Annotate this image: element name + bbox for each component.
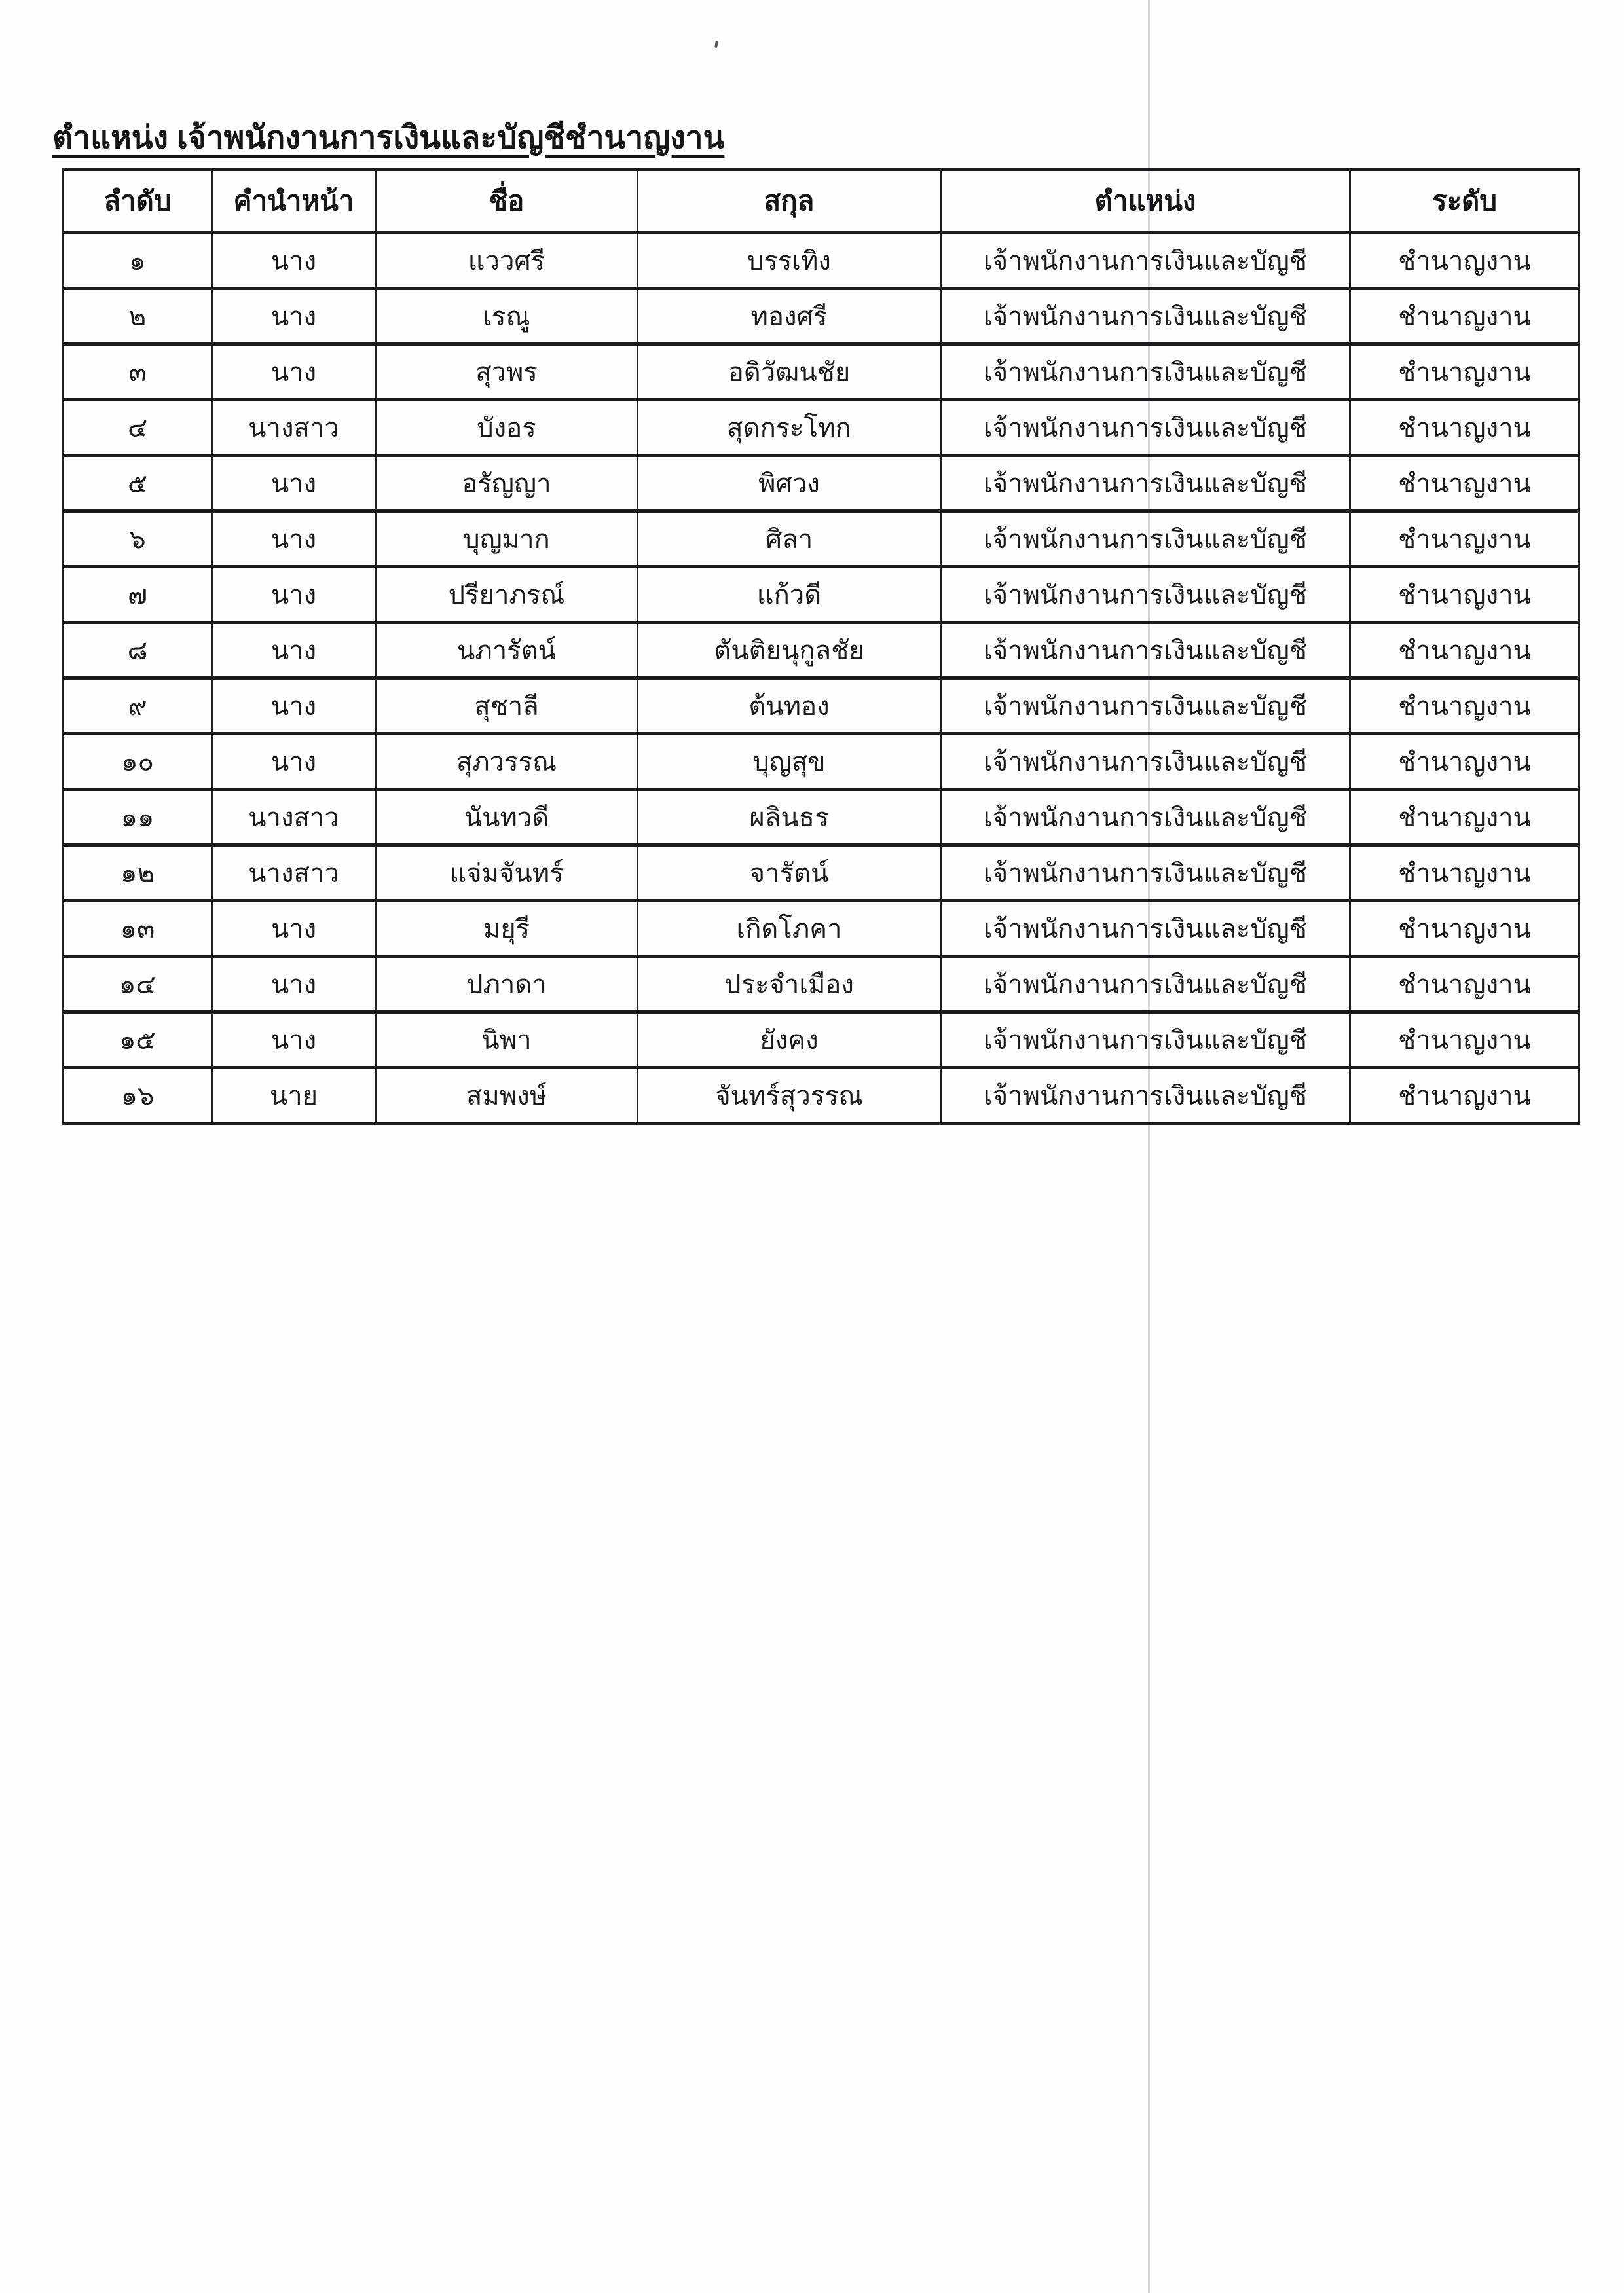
cell: ๑๐ [64, 734, 212, 790]
cell: บุญมาก [376, 511, 638, 567]
table-row [64, 678, 1579, 734]
cell: ๔ [64, 400, 212, 456]
cell: เจ้าพนักงานการเงินและบัญชี [941, 1068, 1350, 1124]
cell: ชำนาญงาน [1350, 790, 1579, 845]
cell: แจ่มจันทร์ [376, 845, 638, 901]
table-row [64, 957, 1579, 1012]
table-header-row [64, 170, 1579, 233]
cell: เจ้าพนักงานการเงินและบัญชี [941, 623, 1350, 678]
cell: นาง [212, 957, 376, 1012]
table-row [64, 344, 1579, 400]
table-row [64, 734, 1579, 790]
cell: สุดกระโทก [638, 400, 941, 456]
cell: นาง [212, 456, 376, 511]
cell: ๗ [64, 567, 212, 623]
cell: ชำนาญงาน [1350, 1012, 1579, 1068]
cell: สุวพร [376, 344, 638, 400]
cell: ๓ [64, 344, 212, 400]
table-row [64, 1068, 1579, 1124]
cell: ๘ [64, 623, 212, 678]
table-row [64, 1012, 1579, 1068]
cell: ชำนาญงาน [1350, 734, 1579, 790]
table-row [64, 511, 1579, 567]
cell: เจ้าพนักงานการเงินและบัญชี [941, 344, 1350, 400]
cell: ตันติยนุกูลชัย [638, 623, 941, 678]
cell: บรรเทิง [638, 233, 941, 289]
cell: นางสาว [212, 400, 376, 456]
table-row [64, 901, 1579, 957]
cell: ปรียาภรณ์ [376, 567, 638, 623]
cell: เจ้าพนักงานการเงินและบัญชี [941, 901, 1350, 957]
cell: นาง [212, 511, 376, 567]
table-row [64, 233, 1579, 289]
cell: ยังคง [638, 1012, 941, 1068]
column-header-5: ระดับ [1350, 170, 1579, 233]
cell: เจ้าพนักงานการเงินและบัญชี [941, 845, 1350, 901]
cell: สุชาลี [376, 678, 638, 734]
cell: เจ้าพนักงานการเงินและบัญชี [941, 734, 1350, 790]
cell: นาง [212, 567, 376, 623]
cell: นภารัตน์ [376, 623, 638, 678]
cell: ๕ [64, 456, 212, 511]
page-title: ตำแหน่ง เจ้าพนักงานการเงินและบัญชีชำนาญงาน [52, 120, 725, 155]
column-header-3: สกุล [638, 170, 941, 233]
cell: ชำนาญงาน [1350, 511, 1579, 567]
cell: ศิลา [638, 511, 941, 567]
cell: ๙ [64, 678, 212, 734]
cell: เจ้าพนักงานการเงินและบัญชี [941, 1012, 1350, 1068]
cell: นาง [212, 901, 376, 957]
cell: เจ้าพนักงานการเงินและบัญชี [941, 400, 1350, 456]
cell: เจ้าพนักงานการเงินและบัญชี [941, 289, 1350, 344]
cell: เจ้าพนักงานการเงินและบัญชี [941, 957, 1350, 1012]
table-row [64, 289, 1579, 344]
table-body [64, 233, 1579, 1124]
cell: นาง [212, 1012, 376, 1068]
cell: จันทร์สุวรรณ [638, 1068, 941, 1124]
table-row [64, 845, 1579, 901]
cell: นิพา [376, 1012, 638, 1068]
cell: ปภาดา [376, 957, 638, 1012]
cell: นาง [212, 678, 376, 734]
cell: ทองศรี [638, 289, 941, 344]
cell: อดิวัฒนชัย [638, 344, 941, 400]
cell: ผลินธร [638, 790, 941, 845]
cell: เรณู [376, 289, 638, 344]
cell: ๑๖ [64, 1068, 212, 1124]
cell: จารัตน์ [638, 845, 941, 901]
cell: นันทวดี [376, 790, 638, 845]
column-header-1: คำนำหน้า [212, 170, 376, 233]
cell: นาง [212, 233, 376, 289]
cell: นาง [212, 623, 376, 678]
cell: ประจำเมือง [638, 957, 941, 1012]
cell: ชำนาญงาน [1350, 1068, 1579, 1124]
cell: ชำนาญงาน [1350, 678, 1579, 734]
cell: ชำนาญงาน [1350, 400, 1579, 456]
cell: บังอร [376, 400, 638, 456]
cell: ต้นทอง [638, 678, 941, 734]
cell: ชำนาญงาน [1350, 344, 1579, 400]
cell: สุภวรรณ [376, 734, 638, 790]
column-header-0: ลำดับ [64, 170, 212, 233]
cell: ชำนาญงาน [1350, 845, 1579, 901]
cell: อรัญญา [376, 456, 638, 511]
cell: แก้วดี [638, 567, 941, 623]
table-row [64, 623, 1579, 678]
cell: นาง [212, 734, 376, 790]
cell: ๑๕ [64, 1012, 212, 1068]
cell: ชำนาญงาน [1350, 901, 1579, 957]
scan-speck-artifact [714, 41, 718, 48]
cell: นาย [212, 1068, 376, 1124]
cell: ๖ [64, 511, 212, 567]
cell: ๑๔ [64, 957, 212, 1012]
cell: แววศรี [376, 233, 638, 289]
table-row [64, 400, 1579, 456]
table-row [64, 790, 1579, 845]
cell: ๑๒ [64, 845, 212, 901]
cell: ๒ [64, 289, 212, 344]
cell: นางสาว [212, 845, 376, 901]
cell: นางสาว [212, 790, 376, 845]
cell: พิศวง [638, 456, 941, 511]
column-header-4: ตำแหน่ง [941, 170, 1350, 233]
cell: เจ้าพนักงานการเงินและบัญชี [941, 790, 1350, 845]
cell: ชำนาญงาน [1350, 957, 1579, 1012]
cell: เจ้าพนักงานการเงินและบัญชี [941, 678, 1350, 734]
cell: เจ้าพนักงานการเงินและบัญชี [941, 511, 1350, 567]
table-row [64, 567, 1579, 623]
table-row [64, 456, 1579, 511]
personnel-table [62, 168, 1580, 1125]
cell: ชำนาญงาน [1350, 233, 1579, 289]
cell: นาง [212, 344, 376, 400]
cell: ๑๓ [64, 901, 212, 957]
cell: ๑ [64, 233, 212, 289]
cell: ชำนาญงาน [1350, 567, 1579, 623]
cell: เกิดโภคา [638, 901, 941, 957]
cell: นาง [212, 289, 376, 344]
cell: ชำนาญงาน [1350, 456, 1579, 511]
column-header-2: ชื่อ [376, 170, 638, 233]
cell: เจ้าพนักงานการเงินและบัญชี [941, 567, 1350, 623]
cell: เจ้าพนักงานการเงินและบัญชี [941, 456, 1350, 511]
cell: ชำนาญงาน [1350, 289, 1579, 344]
cell: มยุรี [376, 901, 638, 957]
cell: เจ้าพนักงานการเงินและบัญชี [941, 233, 1350, 289]
cell: ๑๑ [64, 790, 212, 845]
cell: บุญสุข [638, 734, 941, 790]
cell: ชำนาญงาน [1350, 623, 1579, 678]
cell: สมพงษ์ [376, 1068, 638, 1124]
